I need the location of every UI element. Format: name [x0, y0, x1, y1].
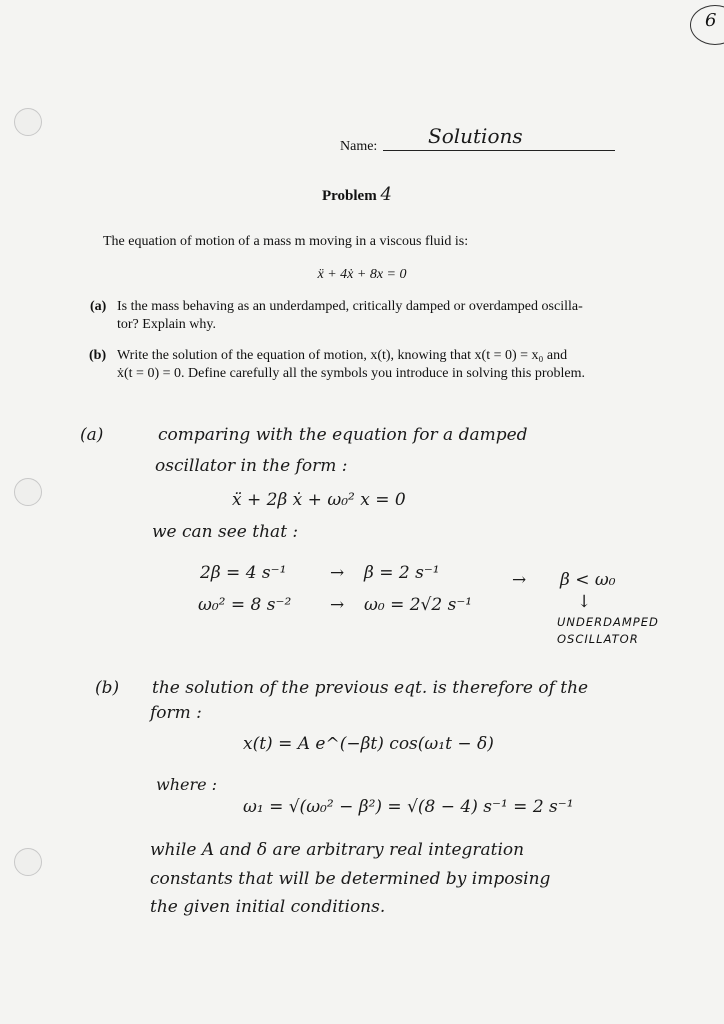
down-arrow: ↓ — [577, 592, 592, 612]
solution-equation: x(t) = A e^(−βt) cos(ω₁t − δ) — [243, 734, 494, 754]
problem-label: Problem — [322, 188, 377, 204]
result-line2: OSCILLATOR — [557, 632, 639, 646]
general-equation: ẍ + 2β ẋ + ω₀² x = 0 — [232, 490, 406, 510]
hole-punch-bottom — [14, 848, 42, 876]
problem-equation: ẍ + 4ẋ + 8x = 0 — [317, 267, 407, 282]
solution-b-line4: constants that will be determined by imposing — [150, 869, 551, 889]
part-b-line1: Write the solution of the equation of motion, x(t), knowing that x(t = 0) = x₀ and — [117, 348, 568, 363]
hole-punch-middle — [14, 478, 42, 506]
part-b-line2: ẋ(t = 0) = 0. Define carefully all the symbols you introduce in solving this problem. — [117, 366, 585, 381]
eq1-right: β = 2 s⁻¹ — [364, 563, 440, 583]
solution-a-line1: comparing with the equation for a damped — [158, 425, 528, 445]
conclusion-arrow: → — [512, 570, 527, 590]
problem-number: 4 — [380, 184, 392, 205]
solution-b-line3: while A and δ are arbitrary real integration — [150, 840, 525, 860]
solution-a-label: (a) — [80, 425, 104, 445]
part-a-line1: Is the mass behaving as an underdamped, critically damped or overdamped oscilla- — [117, 299, 583, 314]
solution-b-line2: form : — [150, 703, 202, 723]
where-label: where : — [156, 775, 218, 794]
solution-b-line5: the given initial conditions. — [150, 897, 386, 917]
eq1-arrow: → — [330, 563, 345, 583]
eq2-arrow: → — [330, 595, 345, 615]
part-a-line2: tor? Explain why. — [117, 317, 217, 332]
solution-a-line2: oscillator in the form : — [155, 456, 348, 476]
name-underline — [383, 150, 615, 151]
eq1-left: 2β = 4 s⁻¹ — [200, 563, 287, 583]
part-a-label: (a) — [90, 299, 107, 314]
omega-equation: ω₁ = √(ω₀² − β²) = √(8 − 4) s⁻¹ = 2 s⁻¹ — [243, 797, 574, 817]
solution-b-line1: the solution of the previous eqt. is therefore of the — [152, 678, 589, 698]
eq2-left: ω₀² = 8 s⁻² — [198, 595, 292, 615]
hole-punch-top — [14, 108, 42, 136]
problem-title — [322, 186, 392, 205]
page-number: 6 — [705, 10, 717, 31]
problem-statement: The equation of motion of a mass m moving in a viscous fluid is: — [103, 234, 469, 249]
eq2-right: ω₀ = 2√2 s⁻¹ — [364, 595, 473, 615]
name-label: Name: — [340, 139, 378, 154]
solution-a-line3: we can see that : — [152, 522, 299, 542]
part-b-label: (b) — [89, 348, 107, 363]
name-value: Solutions — [428, 124, 523, 148]
solution-b-label: (b) — [95, 678, 120, 698]
result-line1: UNDERDAMPED — [557, 615, 659, 629]
conclusion: β < ω₀ — [560, 570, 616, 590]
